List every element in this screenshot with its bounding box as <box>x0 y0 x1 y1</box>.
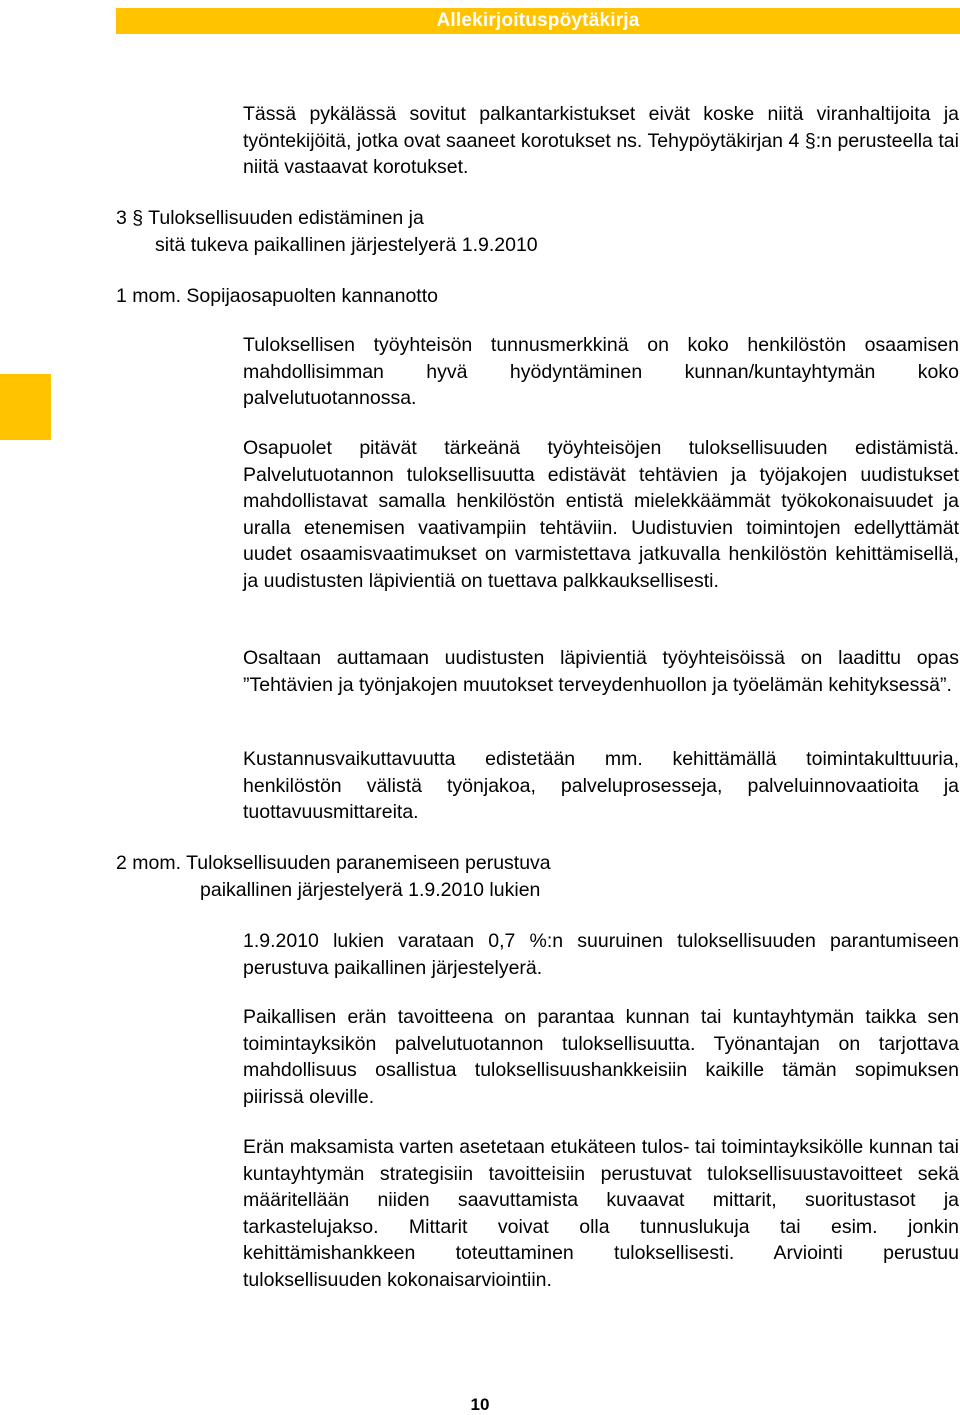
mom2-heading-line1: 2 mom. Tuloksellisuuden paranemiseen perustuva <box>116 852 551 874</box>
document-title: Allekirjoituspöytäkirja <box>436 10 640 31</box>
paragraph: Kustannusvaikuttavuutta edistetään mm. kehittämällä toimintakulttuuria, henkilöstön välistä työnjakoa, palveluprosesseja, palveluinnovaatioita ja tuottavuusmittareita. <box>243 748 959 823</box>
paragraph: Paikallisen erän tavoitteena on parantaa kunnan tai kuntayhtymän taikka sen toimintayksikön palvelutuotannon tuloksellisuutta. Työnantajan on tarjottava mahdollisuus osallistua tuloksellisuushankkeisiin kaikille tämän sopimuksen piirissä oleville. <box>243 1006 959 1108</box>
mom1-heading: 1 mom. Sopijaosapuolten kannanotto <box>116 285 438 307</box>
side-marker <box>0 374 51 440</box>
intro-paragraph: Tässä pykälässä sovitut palkantarkistukset eivät koske niitä viranhaltijoita ja työntekijöitä, jotka ovat saaneet korotukset ns. Tehypöytäkirjan 4 §:n perusteella tai niitä vastaavat korotukset. <box>243 103 959 178</box>
mom2-heading-line2: paikallinen järjestelyerä 1.9.2010 lukien <box>200 879 541 901</box>
section-heading-line2: sitä tukeva paikallinen järjestelyerä 1.9.2010 <box>155 234 538 256</box>
paragraph: Osaltaan auttamaan uudistusten läpivientiä työyhteisöissä on laadittu opas ”Tehtävien ja työnjakojen muutokset terveydenhuollon ja työelämän kehityksessä”. <box>243 647 959 696</box>
paragraph: Tuloksellisen työyhteisön tunnusmerkkinä on koko henkilöstön osaamisen mahdollisimman hyvä hyödyntäminen kunnan/kuntayhtymän koko palvelutuotannossa. <box>243 334 959 409</box>
paragraph: Erän maksamista varten asetetaan etukäteen tulos- tai toimintayksikölle kunnan tai kuntayhtymän strategisiin tavoitteisiin perustuvat tuloksellisuustavoitteet sekä määritellään niiden saavuttamista kuvaavat mittarit, suoritustasot ja tarkastelujakso. Mittarit voivat olla tunnuslukuja tai esim. jonkin kehittämishankkeen toteuttaminen tuloksellisesti. Arviointi perustuu tuloksellisuuden kokonaisarviointiin. <box>243 1136 959 1291</box>
section-heading-line1: 3 § Tuloksellisuuden edistäminen ja <box>116 207 424 229</box>
page-number: 10 <box>470 1395 490 1414</box>
paragraph: Osapuolet pitävät tärkeänä työyhteisöjen tuloksellisuuden edistämistä. Palvelutuotannon tuloksellisuutta edistävät tehtävien ja työjakojen uudistukset mahdollistavat samalla henkilöstön entistä mielekkäämmät työkokonaisuudet ja uralla etenemisen vaativampiin tehtäviin. Uudistuvien toimintojen edellyttämät uudet osaamisvaatimukset on varmistettava jatkuvalla henkilöstön kehittämisellä, ja uudistusten läpivientiä on tuettava palkkauksellisesti. <box>243 437 959 592</box>
paragraph: 1.9.2010 lukien varataan 0,7 %:n suuruinen tuloksellisuuden parantumiseen perustuva paikallinen järjestelyerä. <box>243 930 959 979</box>
header-band <box>116 8 960 34</box>
